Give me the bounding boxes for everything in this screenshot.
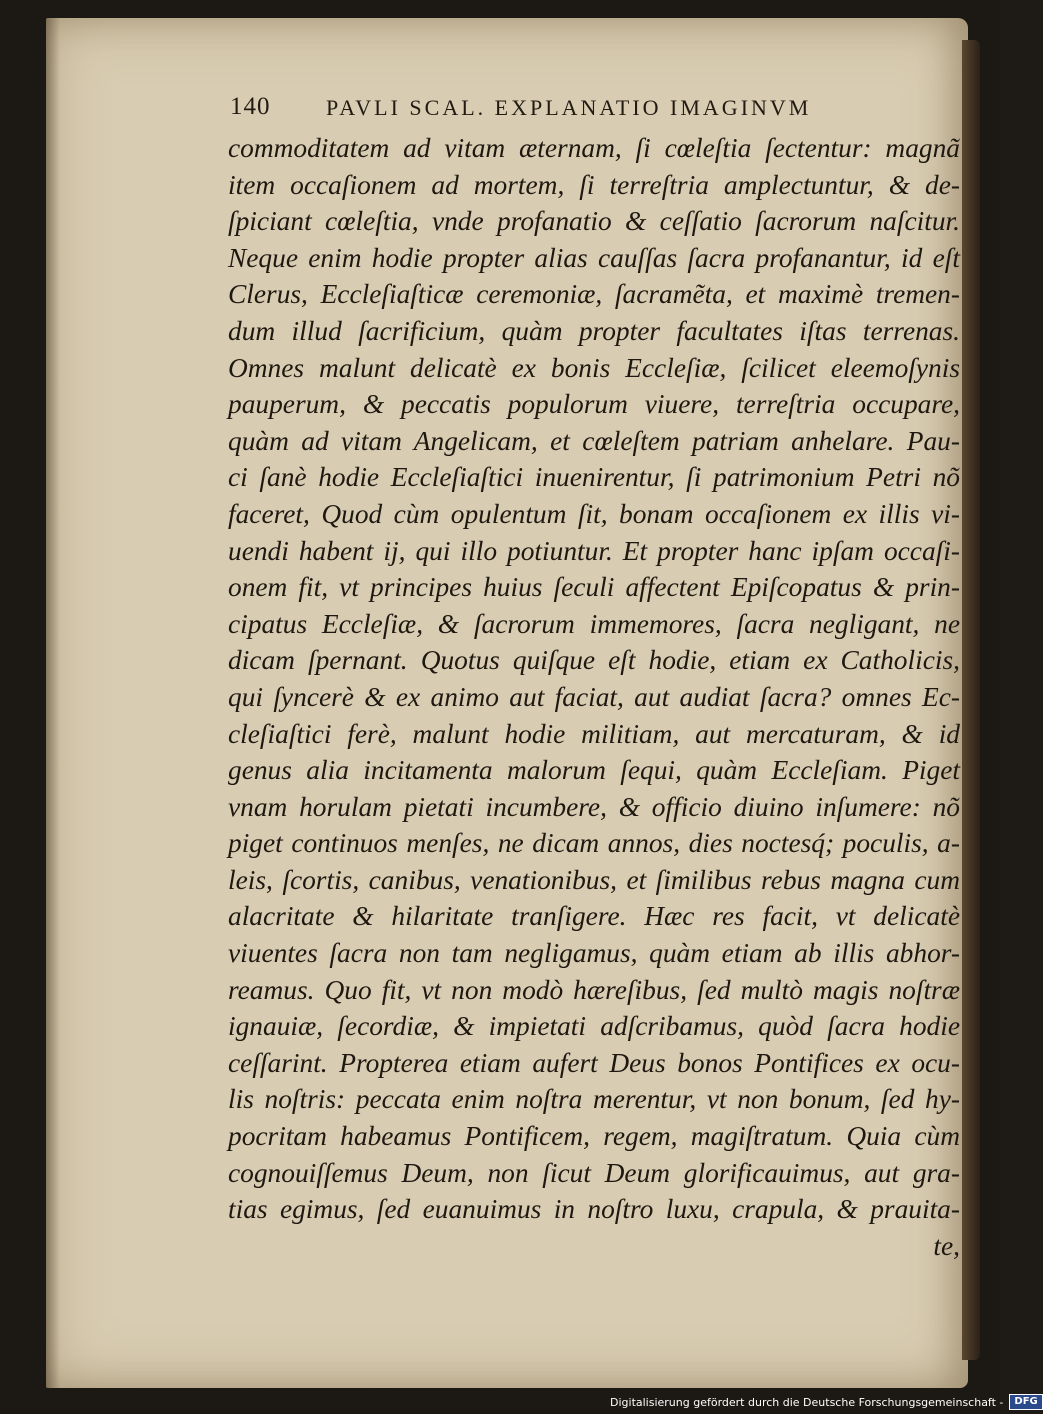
text-line: ſpiciant cœleſtia, vnde profanatio & ceſſatio ſacrorum naſcitur. xyxy=(228,206,960,237)
text-line: quàm ad vitam Angelicam, et cœleſtem patriam anhelare. Pau- xyxy=(228,425,960,456)
text-line: ceſſarint. Propterea etiam aufert Deus bonos Pontifices ex ocu- xyxy=(228,1047,960,1078)
text-line: Neque enim hodie propter alias cauſſas ſacra profanantur, id eſt xyxy=(228,242,960,273)
text-line: pauperum, & peccatis populorum viuere, terreſtria occupare, xyxy=(228,389,960,420)
text-line: qui ſyncerè & ex animo aut faciat, aut audiat ſacra? omnes Ec- xyxy=(228,681,960,712)
body-text xyxy=(228,130,968,1264)
text-line: cipatus Eccleſiæ, & ſacrorum immemores, ſacra negligant, ne xyxy=(228,608,960,639)
credit-text: Digitalisierung gefördert durch die Deutsche Forschungsgemeinschaft - xyxy=(610,1395,1004,1409)
text-line: alacritate & hilaritate tranſigere. Hæc res facit, vt delicatè xyxy=(228,901,960,932)
page-number: 140 xyxy=(230,93,271,120)
dfg-logo: DFG xyxy=(1009,1394,1042,1410)
text-line: cognouiſſemus Deum, non ſicut Deum glorificauimus, aut gra- xyxy=(228,1157,960,1188)
text-line: viuentes ſacra non tam negligamus, quàm etiam ab illis abhor- xyxy=(228,938,960,969)
text-line: dicam ſpernant. Quotus quiſque eſt hodie, etiam ex Catholicis, xyxy=(228,645,960,676)
text-line: vnam horulam pietati incumbere, & officio diuino inſumere: nõ xyxy=(228,791,960,822)
text-line: faceret, Quod cùm opulentum ſit, bonam occaſionem ex illis vi- xyxy=(228,498,960,529)
text-line: uendi habent ij, qui illo potiuntur. Et propter hanc ipſam occaſi- xyxy=(228,535,960,566)
text-line: reamus. Quo fit, vt non modò hæreſibus, ſed multò magis noſtræ xyxy=(228,974,960,1005)
text-line: pocritam habeamus Pontificem, regem, magiſtratum. Quia cùm xyxy=(228,1121,960,1152)
text-line: ignauiæ, ſecordiæ, & impietati adſcribamus, quòd ſacra hodie xyxy=(228,1011,960,1042)
text-line: Omnes malunt delicatè ex bonis Eccleſiæ, ſcilicet eleemoſynis xyxy=(228,352,960,383)
text-line: cleſiaſtici ferè, malunt hodie militiam, aut mercaturam, & id xyxy=(228,718,960,749)
text-line: onem fit, vt principes huius ſeculi affectent Epiſcopatus & prin- xyxy=(228,572,960,603)
text-line: dum illud ſacrificium, quàm propter facultates iſtas terrenas. xyxy=(228,315,960,346)
running-title: PAVLI SCAL. EXPLANATIO IMAGINVM xyxy=(326,95,812,120)
text-line: leis, ſcortis, canibus, venationibus, et ſimilibus rebus magna cum xyxy=(228,864,960,895)
text-line: commoditatem ad vitam æternam, ſi cœleſtia ſectentur: magnã xyxy=(228,133,960,163)
spine-shadow xyxy=(46,18,60,1388)
catchword: te, xyxy=(933,1230,960,1261)
text-line: ci ſanè hodie Eccleſiaſtici inuenirentur, ſi patrimonium Petri nõ xyxy=(228,462,960,493)
footer-credit xyxy=(610,1394,1043,1410)
text-line: lis noſtris: peccata enim noſtra merentur, vt non bonum, ſed hy- xyxy=(228,1084,960,1115)
text-line: tias egimus, ſed euanuimus in noſtro luxu, crapula, & prauita- xyxy=(228,1194,960,1225)
text-line: genus alia incitamenta malorum ſequi, quàm Eccleſiam. Piget xyxy=(228,755,960,786)
text-line: piget continuos menſes, ne dicam annos, dies noctesq́; poculis, a- xyxy=(228,828,960,859)
text-line: item occaſionem ad mortem, ſi terreſtria amplectuntur, & de- xyxy=(228,169,960,200)
text-line: Clerus, Eccleſiaſticæ ceremoniæ, ſacramẽta, et maximè tremen- xyxy=(228,279,960,310)
